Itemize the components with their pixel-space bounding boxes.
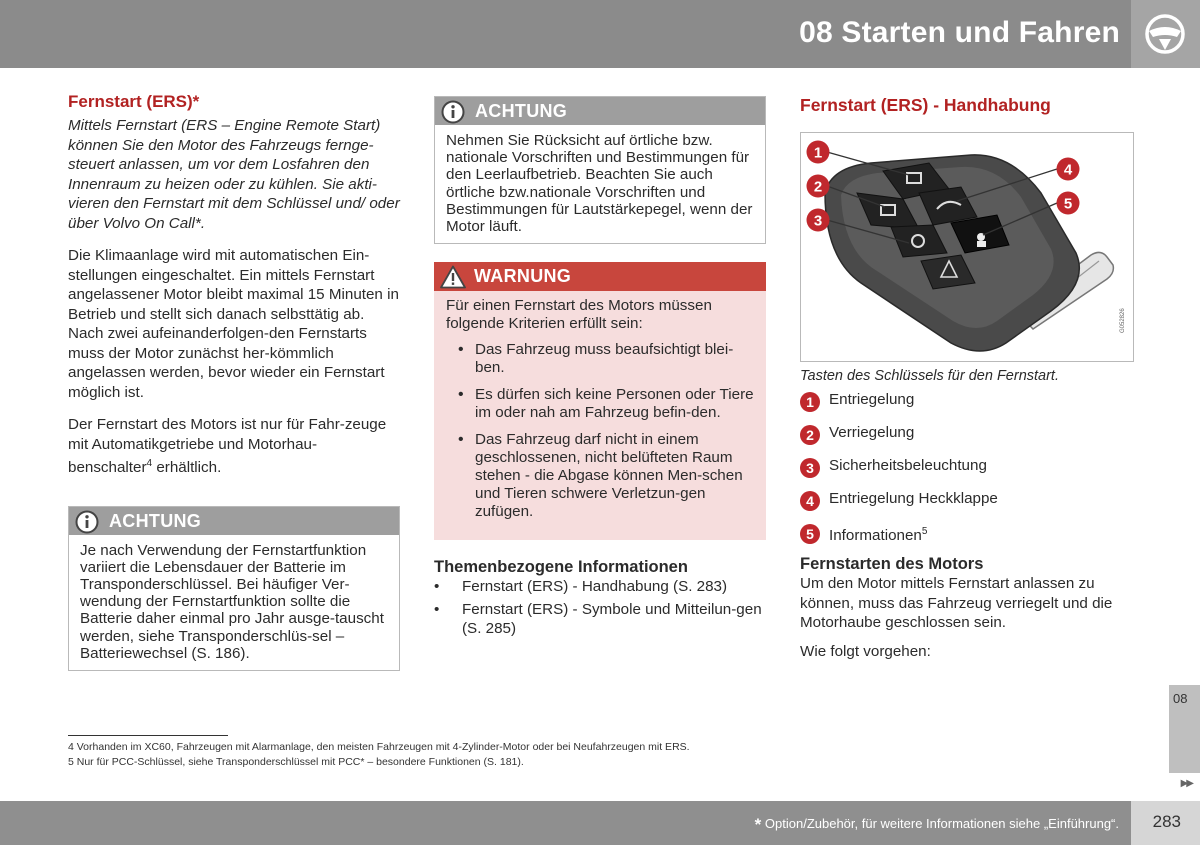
intro-text: Mittels Fernstart (ERS – Engine Remote Start) können Sie den Motor des Fahrzeugs fernge-steuert anlassen, um vor dem Losfahren den Innenraum zu heizen oder zu kühlen. Sie akti-vieren den Fernstart mit dem Schlüssel und/ oder über Volvo On Call*. <box>68 117 400 232</box>
notice-achtung-regulations <box>434 96 766 244</box>
legend-item <box>800 522 1134 555</box>
next-page-arrows-icon[interactable]: ▶▶ <box>1180 778 1192 789</box>
number-badge: 5 <box>800 524 820 544</box>
list-item: • Es dürfen sich keine Personen oder Tiere im oder nah am Fahrzeug befin-den. <box>446 386 754 422</box>
legend-label: Informationen <box>829 527 922 545</box>
footer-text: Option/Zubehör, für weitere Informationen siehe „Einführung“. <box>761 816 1119 831</box>
footnote-divider <box>68 735 228 736</box>
legend-item <box>800 456 1134 489</box>
notice-header <box>69 507 399 535</box>
notice-title: ACHTUNG <box>475 101 568 121</box>
related-info-list <box>434 577 766 639</box>
page-header <box>0 0 1200 68</box>
column-middle <box>434 96 766 642</box>
list-item: • Das Fahrzeug darf nicht in einem geschlossenen, nicht belüfteten Raum stehen - die Abgase können Men-schen und Tieren schwere Verletzun-gen zufügen. <box>446 431 754 521</box>
sub-heading-fernstarten: Fernstarten des Motors <box>800 555 984 573</box>
section-heading-ers: Fernstart (ERS)* <box>68 92 200 111</box>
legend-label: Verriegelung <box>829 424 915 441</box>
warning-title: WARNUNG <box>474 266 572 287</box>
legend-label: Sicherheitsbeleuchtung <box>829 457 987 474</box>
notice-text: Je nach Verwendung der Fernstartfunktion variiert die Lebensdauer der Batterie im Transponderschlüssel. Bei häufiger Ver-wendung der Fernstartfunktion sollte die Batterie daher einmal pro Jahr ausge-tauscht werden, siehe Transponderschlüs-sel – Batteriewechsel (S. 186). <box>80 541 384 662</box>
number-badge: 1 <box>800 392 820 412</box>
callout-5: 5 <box>1063 195 1073 213</box>
column-right <box>800 92 1134 661</box>
notice-title: ACHTUNG <box>109 510 202 531</box>
callout-2: 2 <box>813 178 823 196</box>
footnote-ref-4[interactable]: 4 <box>146 458 153 469</box>
info-icon <box>441 100 465 124</box>
info-icon <box>75 510 99 534</box>
warning-body <box>434 291 766 540</box>
page-number: 283 <box>1152 812 1181 831</box>
warning-intro: Für einen Fernstart des Motors müssen folgende Kriterien erfüllt sein: <box>446 297 712 332</box>
list-item: • Das Fahrzeug muss beaufsichtigt blei-ben. <box>446 341 754 377</box>
notice-text: Nehmen Sie Rücksicht auf örtliche bzw. nationale Vorschriften und Bestimmungen für den Leerlaufbetrieb. Beachten Sie auch örtliche bzw.nationale Vorschriften und Bestimmungen für Lautstärkepegel, wenn der Motor läuft. <box>446 132 753 236</box>
warning-criteria-list <box>446 341 754 521</box>
figure-caption: Tasten des Schlüssels für den Fernstart. <box>800 368 1059 384</box>
related-link[interactable]: • Fernstart (ERS) - Handhabung (S. 283) <box>434 577 766 597</box>
steering-wheel-icon <box>1143 13 1187 55</box>
availability-text-end: erhältlich. <box>152 459 222 477</box>
callout-4: 4 <box>1063 161 1073 179</box>
sub-text-steps: Wie folgt vorgehen: <box>800 642 931 660</box>
sub-text: Um den Motor mittels Fernstart anlassen zu können, muss das Fahrzeug verriegelt und die Motorhaube geschlossen sein. <box>800 575 1113 631</box>
notice-header <box>435 97 765 125</box>
page-number-box <box>1131 801 1200 845</box>
related-link[interactable]: • Fernstart (ERS) - Symbole und Mitteilun-gen (S. 285) <box>434 600 766 639</box>
number-badge: 2 <box>800 425 820 445</box>
key-legend-list <box>800 390 1134 555</box>
callout-3: 3 <box>813 212 823 230</box>
column-left <box>68 92 400 671</box>
legend-item <box>800 489 1134 522</box>
number-badge: 4 <box>800 491 820 511</box>
footnote-4: 4 Vorhanden im XC60, Fahrzeugen mit Alarmanlage, den meisten Fahrzeugen mit 4-Zylinder-Motor oder bei Neufahrzeugen mit ERS. <box>68 741 690 753</box>
figure-code: G052826 <box>1120 308 1126 333</box>
notice-achtung-battery <box>68 506 400 671</box>
chapter-icon-box <box>1131 0 1200 68</box>
key-fob-figure <box>800 132 1134 362</box>
section-heading-handhabung: Fernstart (ERS) - Handhabung <box>800 95 1051 115</box>
paragraph-climate: Die Klimaanlage wird mit automatischen Ein-stellungen eingeschaltet. Ein mittels Fernstart angelassener Motor bleibt maximal 15 Minuten in Betrieb und stellt sich danach selbsttätig ab. Nach zwei aufeinanderfolgen-den Fernstarts muss der Motor zunächst her-kömmlich angelassen werden, bevor wieder ein Fernstart möglich ist. <box>68 247 399 401</box>
legend-label: Entriegelung <box>829 391 915 408</box>
chapter-title: 08 Starten und Fahren <box>799 16 1120 49</box>
footnotes <box>68 740 690 770</box>
footnote-5: 5 Nur für PCC-Schlüssel, siehe Transponderschlüssel mit PCC* – besondere Funktionen (S. 181). <box>68 756 524 768</box>
warning-header <box>434 262 766 291</box>
number-badge: 3 <box>800 458 820 478</box>
legend-label: Entriegelung Heckklappe <box>829 490 998 507</box>
warning-triangle-icon <box>440 265 466 289</box>
legend-item <box>800 423 1134 456</box>
page-footer <box>0 801 1131 845</box>
footer-note <box>755 815 1119 835</box>
chapter-side-tab[interactable] <box>1169 685 1200 773</box>
availability-text: Der Fernstart des Motors ist nur für Fahr-zeuge mit Automatikgetriebe und Motorhau-benschalter <box>68 416 387 477</box>
legend-item <box>800 390 1134 423</box>
related-info-heading: Themenbezogene Informationen <box>434 558 688 577</box>
key-fob-illustration <box>801 133 1134 362</box>
footnote-ref-5[interactable]: 5 <box>921 526 928 537</box>
notice-warnung <box>434 262 766 540</box>
paragraph-availability <box>68 415 400 478</box>
footer-star: * <box>754 815 762 834</box>
chapter-number: 08 <box>1173 691 1188 706</box>
callout-1: 1 <box>813 144 823 162</box>
